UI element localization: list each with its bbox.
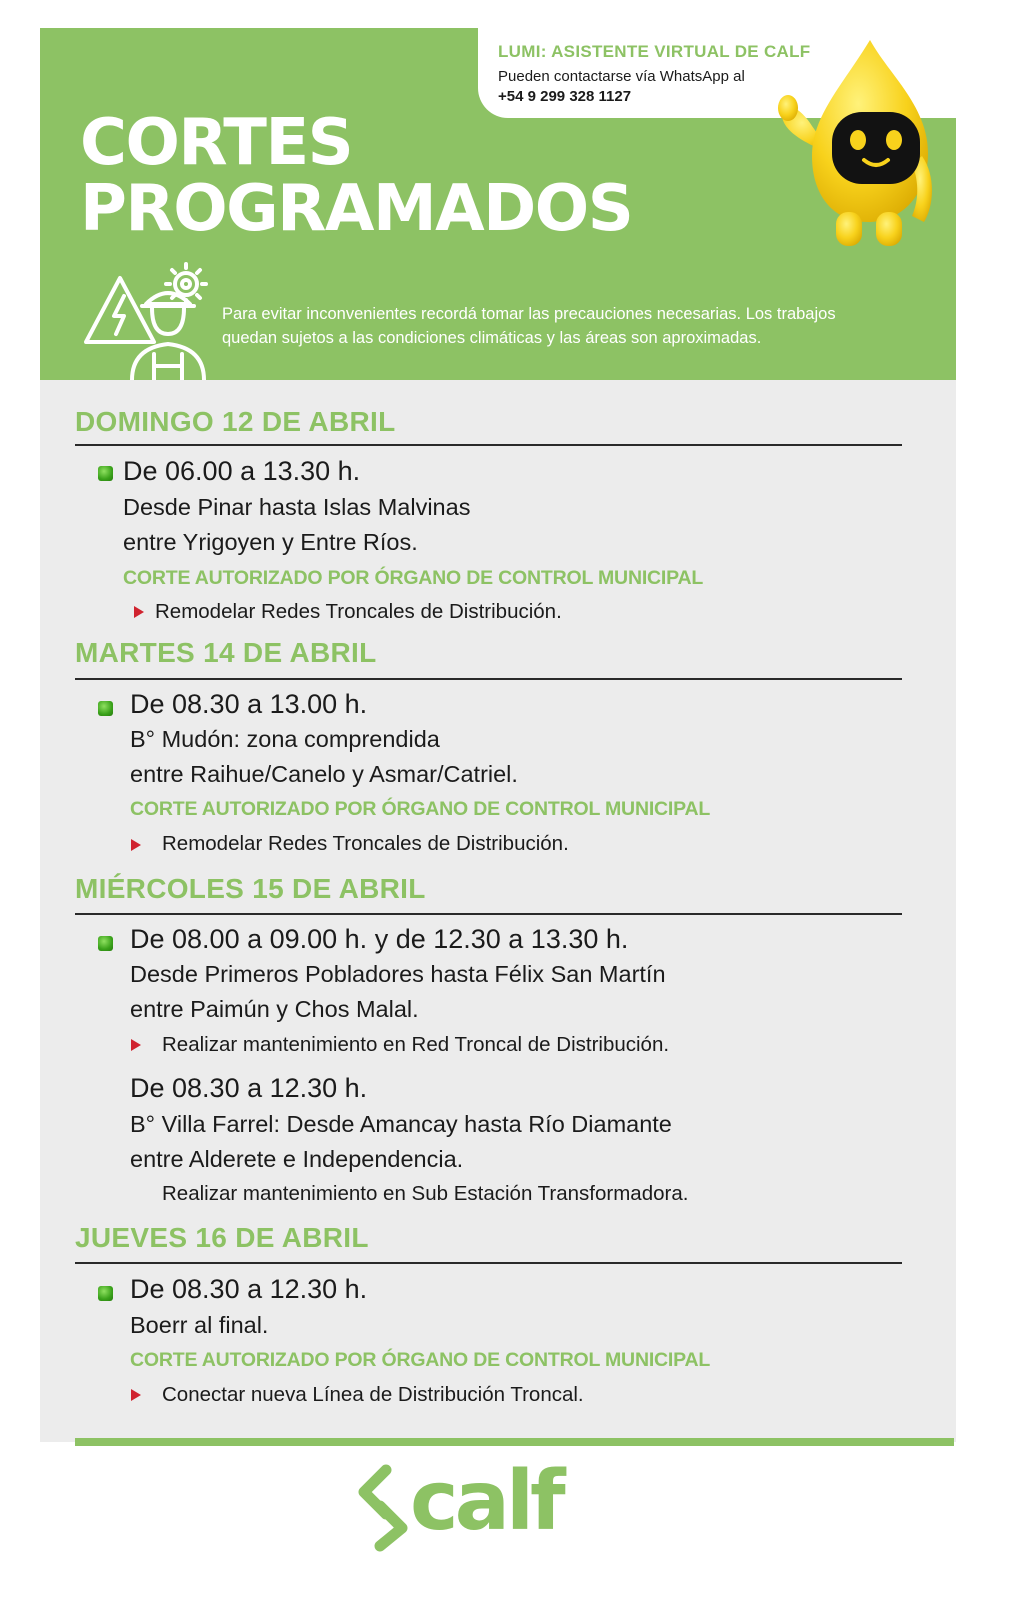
authorization-label: CORTE AUTORIZADO POR ÓRGANO DE CONTROL MUNICIPAL xyxy=(130,1349,711,1371)
arrow-icon xyxy=(131,1039,141,1051)
mascot-icon xyxy=(772,36,940,252)
area-line2: entre Raihue/Canelo y Asmar/Catriel. xyxy=(130,761,518,787)
bullet-icon xyxy=(98,936,113,951)
calf-logo-text: calf xyxy=(410,1454,562,1549)
time-range: De 08.30 a 12.30 h. xyxy=(130,1274,368,1304)
arrow-icon xyxy=(134,606,144,618)
page-title-line2: PROGRAMADOS xyxy=(80,172,633,246)
lumi-phone-number[interactable]: +54 9 299 328 1127 xyxy=(498,88,632,105)
time-range: De 08.30 a 12.30 h. xyxy=(130,1073,368,1103)
area-line2: entre Yrigoyen y Entre Ríos. xyxy=(123,529,418,555)
arrow-icon xyxy=(131,839,141,851)
work-reason: Remodelar Redes Troncales de Distribución. xyxy=(155,600,562,623)
bullet-icon xyxy=(98,1286,113,1301)
lumi-title: LUMI: ASISTENTE VIRTUAL DE CALF xyxy=(498,42,811,61)
work-reason: Conectar nueva Línea de Distribución Troncal. xyxy=(162,1383,584,1406)
electrical-hazard-worker-icon xyxy=(82,262,212,380)
day-title-jueves: JUEVES 16 DE ABRIL xyxy=(75,1222,369,1253)
time-range: De 08.30 a 13.00 h. xyxy=(130,689,368,719)
work-reason: Remodelar Redes Troncales de Distribución. xyxy=(162,832,569,855)
lumi-text: Pueden contactarse vía WhatsApp al xyxy=(498,68,745,85)
time-range: De 08.00 a 09.00 h. y de 12.30 a 13.30 h. xyxy=(130,924,629,954)
bullet-icon xyxy=(98,701,113,716)
area-line2: entre Paimún y Chos Malal. xyxy=(130,996,419,1022)
area-line1: B° Mudón: zona comprendida xyxy=(130,726,440,752)
area-line1: Boerr al final. xyxy=(130,1312,269,1338)
authorization-label: CORTE AUTORIZADO POR ÓRGANO DE CONTROL MUNICIPAL xyxy=(130,798,711,820)
arrow-icon xyxy=(131,1389,141,1401)
intro-text xyxy=(222,302,922,350)
area-line1: Desde Primeros Pobladores hasta Félix San Martín xyxy=(130,961,666,987)
authorization-label: CORTE AUTORIZADO POR ÓRGANO DE CONTROL MUNICIPAL xyxy=(123,567,704,589)
day-divider xyxy=(75,678,902,680)
day-divider xyxy=(75,913,902,915)
bullet-icon xyxy=(98,466,113,481)
time-range: De 06.00 a 13.30 h. xyxy=(123,456,361,486)
day-title-martes: MARTES 14 DE ABRIL xyxy=(75,637,377,668)
day-title-domingo: DOMINGO 12 DE ABRIL xyxy=(75,406,396,437)
area-line2: entre Alderete e Independencia. xyxy=(130,1146,464,1172)
day-divider xyxy=(75,1262,902,1264)
footer-divider xyxy=(75,1438,954,1446)
intro-line2: quedan sujetos a las condiciones climáticas y las áreas son aproximadas. xyxy=(222,329,762,347)
area-line1: B° Villa Farrel: Desde Amancay hasta Río Diamante xyxy=(130,1111,672,1137)
area-line1: Desde Pinar hasta Islas Malvinas xyxy=(123,494,471,520)
page-title xyxy=(80,106,633,246)
work-reason: Realizar mantenimiento en Sub Estación Transformadora. xyxy=(162,1182,689,1205)
page-title-line1: CORTES xyxy=(80,106,353,180)
day-divider xyxy=(75,444,902,446)
intro-line1: Para evitar inconvenientes recordá tomar las precauciones necesarias. Los trabajos xyxy=(222,305,836,323)
day-title-miercoles: MIÉRCOLES 15 DE ABRIL xyxy=(75,873,426,904)
work-reason: Realizar mantenimiento en Red Troncal de Distribución. xyxy=(162,1033,670,1056)
